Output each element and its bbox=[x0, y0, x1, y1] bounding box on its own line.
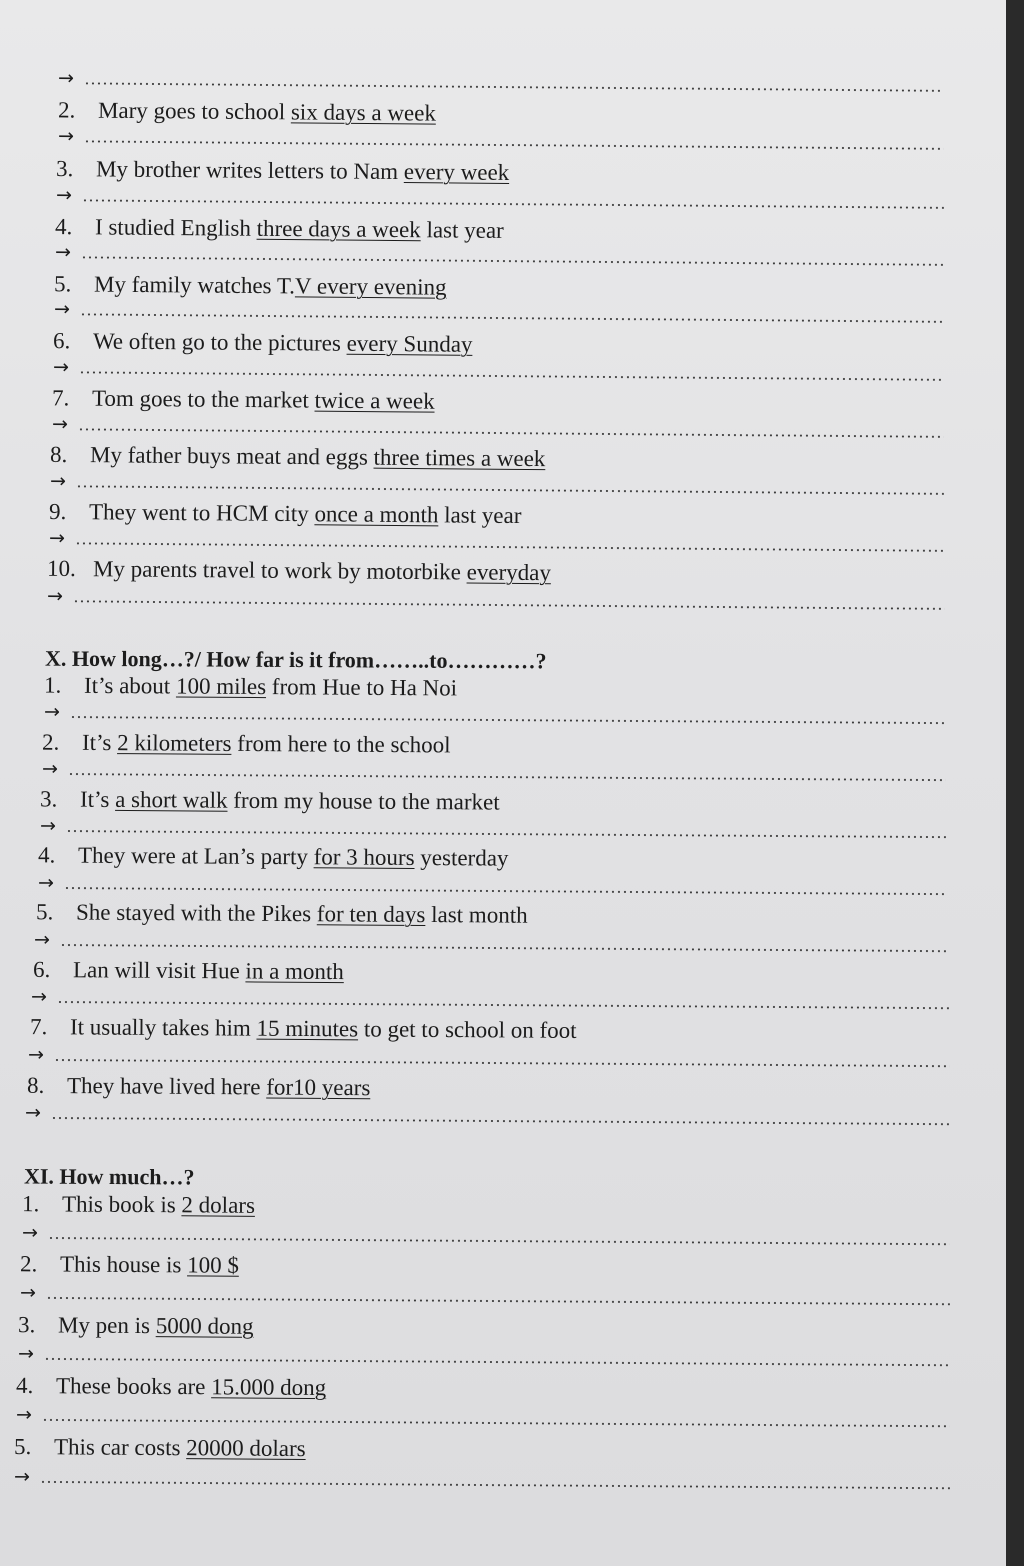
answer-line bbox=[49, 528, 944, 556]
exercise-item: 2. It’s 2 kilometers from here to the school bbox=[41, 729, 451, 758]
arrow-icon: → bbox=[57, 125, 75, 148]
answer-line bbox=[40, 816, 946, 842]
arrow-icon: → bbox=[24, 1101, 42, 1124]
dotted-line bbox=[48, 1237, 950, 1245]
underlined-phrase: 15.000 dong bbox=[211, 1374, 327, 1401]
exercise-item: 9. They went to HCM city once a month last year bbox=[48, 498, 522, 529]
arrow-icon: → bbox=[21, 1221, 39, 1244]
answer-line bbox=[16, 1405, 950, 1432]
exercise-item: 1. This book is 2 dolars bbox=[21, 1191, 256, 1218]
arrow-icon: → bbox=[30, 985, 48, 1008]
answer-line bbox=[58, 126, 944, 154]
dotted-line bbox=[60, 944, 948, 952]
exercise-item: 3. My pen is 5000 dong bbox=[17, 1312, 254, 1339]
arrow-icon: → bbox=[55, 184, 73, 207]
dotted-line bbox=[75, 542, 944, 552]
arrow-icon: → bbox=[19, 1281, 37, 1304]
arrow-icon: → bbox=[41, 757, 59, 780]
underlined-phrase: V every evening bbox=[294, 273, 447, 300]
exercise-item: 5. This car costs 20000 dolars bbox=[13, 1433, 306, 1462]
arrow-icon: → bbox=[17, 1342, 35, 1365]
dotted-line bbox=[68, 773, 946, 781]
answer-line bbox=[47, 586, 945, 614]
section-heading: XI. How much…? bbox=[23, 1163, 195, 1190]
underlined-phrase: 20000 dolars bbox=[186, 1435, 306, 1462]
arrow-icon: → bbox=[54, 241, 72, 264]
exercise-item: 10. My parents travel to work by motorbike everyday bbox=[46, 555, 552, 586]
dotted-line bbox=[82, 199, 944, 209]
dotted-line bbox=[80, 313, 944, 323]
underlined-phrase: six days a week bbox=[290, 99, 437, 126]
underlined-phrase: every week bbox=[403, 159, 510, 185]
exercise-item: 4. I studied English three days a week last year bbox=[54, 214, 504, 243]
exercise-item: 8. They have lived here for10 years bbox=[26, 1072, 371, 1101]
underlined-phrase: three days a week bbox=[256, 215, 421, 243]
underlined-phrase: for 3 hours bbox=[313, 844, 415, 870]
exercise-item: 7. Tom goes to the market twice a week bbox=[51, 385, 435, 414]
underlined-phrase: 100 miles bbox=[175, 673, 267, 700]
answer-line bbox=[52, 414, 944, 442]
underlined-phrase: three times a week bbox=[373, 444, 546, 472]
dotted-line bbox=[84, 82, 942, 91]
arrow-icon: → bbox=[53, 298, 71, 321]
dotted-line bbox=[64, 887, 946, 895]
underlined-phrase: a short walk bbox=[115, 786, 228, 813]
underlined-phrase: for ten days bbox=[316, 901, 426, 928]
arrow-icon: → bbox=[57, 67, 75, 90]
underlined-phrase: in a month bbox=[245, 958, 344, 985]
exercise-item: 6. Lan will visit Hue in a month bbox=[32, 956, 344, 985]
exercise-item: 4. They were at Lan’s party for 3 hours yesterday bbox=[37, 842, 509, 871]
answer-line bbox=[44, 702, 946, 728]
arrow-icon: → bbox=[15, 1403, 33, 1426]
exercise-item: 2. This house is 100 $ bbox=[19, 1251, 239, 1278]
arrow-icon: → bbox=[52, 356, 70, 379]
dotted-line bbox=[78, 428, 944, 438]
underlined-phrase: 5000 dong bbox=[155, 1313, 254, 1339]
answer-line bbox=[14, 1467, 950, 1494]
arrow-icon: → bbox=[48, 527, 66, 550]
dotted-line bbox=[57, 1001, 949, 1009]
answer-line bbox=[38, 873, 946, 899]
arrow-icon: → bbox=[27, 1043, 45, 1066]
exercise-item: 8. My father buys meat and eggs three times a week bbox=[49, 441, 546, 472]
answer-line bbox=[50, 471, 944, 499]
arrow-icon: → bbox=[43, 700, 61, 723]
underlined-phrase: everyday bbox=[466, 559, 552, 586]
dotted-line bbox=[81, 256, 944, 266]
exercise-item: 1. It’s about 100 miles from Hue to Ha Noi bbox=[43, 672, 458, 701]
answer-line bbox=[42, 759, 946, 785]
answer-line bbox=[31, 987, 949, 1013]
exercise-item: 7. It usually takes him 15 minutes to get to school on foot bbox=[29, 1014, 577, 1043]
answer-line bbox=[55, 242, 944, 270]
answer-line bbox=[22, 1223, 950, 1249]
exercise-item: 6. We often go to the pictures every Sunday bbox=[52, 328, 473, 357]
answer-line bbox=[53, 357, 944, 385]
underlined-phrase: for10 years bbox=[266, 1074, 371, 1101]
underlined-phrase: 15 minutes bbox=[256, 1015, 359, 1042]
arrow-icon: → bbox=[46, 585, 64, 608]
arrow-icon: → bbox=[13, 1465, 31, 1488]
dotted-line bbox=[76, 485, 944, 495]
dotted-line bbox=[66, 830, 946, 838]
dotted-line bbox=[73, 600, 945, 610]
section-heading: X. How long…?/ How far is it from……..to…………? bbox=[44, 645, 547, 674]
exercise-item: 5. She stayed with the Pikes for ten days last month bbox=[35, 899, 528, 928]
arrow-icon: → bbox=[33, 928, 51, 951]
underlined-phrase: 2 kilometers bbox=[117, 730, 232, 756]
answer-line bbox=[54, 299, 944, 327]
dotted-line bbox=[46, 1297, 950, 1305]
underlined-phrase: twice a week bbox=[314, 387, 435, 414]
answer-line bbox=[28, 1045, 950, 1071]
exercise-item: 3. It’s a short walk from my house to the market bbox=[39, 786, 500, 815]
answer-line bbox=[56, 185, 944, 213]
underlined-phrase: every Sunday bbox=[346, 330, 473, 357]
dotted-line bbox=[44, 1358, 950, 1366]
dotted-line bbox=[70, 716, 946, 724]
exercise-item: 5. My family watches T.V every evening bbox=[53, 271, 447, 300]
dotted-line bbox=[40, 1481, 950, 1489]
arrow-icon: → bbox=[39, 814, 57, 837]
answer-line bbox=[20, 1283, 950, 1309]
arrow-icon: → bbox=[37, 871, 55, 894]
exercise-item: 3. My brother writes letters to Nam every week bbox=[55, 156, 510, 185]
answer-line bbox=[34, 930, 948, 956]
underlined-phrase: 100 $ bbox=[187, 1252, 239, 1278]
dotted-line bbox=[54, 1059, 950, 1067]
dotted-line bbox=[84, 140, 944, 150]
answer-line bbox=[18, 1344, 950, 1371]
dotted-line bbox=[79, 371, 944, 381]
exercise-item: 4. These books are 15.000 dong bbox=[15, 1372, 327, 1401]
underlined-phrase: 2 dolars bbox=[181, 1192, 256, 1218]
arrow-icon: → bbox=[49, 470, 67, 493]
underlined-phrase: once a month bbox=[314, 501, 439, 528]
dotted-line bbox=[42, 1419, 950, 1427]
answer-line bbox=[58, 68, 942, 96]
arrow-icon: → bbox=[51, 413, 69, 436]
exercise-item: 2. Mary goes to school six days a week bbox=[57, 97, 437, 126]
answer-line bbox=[25, 1103, 951, 1129]
dotted-line bbox=[51, 1117, 951, 1125]
